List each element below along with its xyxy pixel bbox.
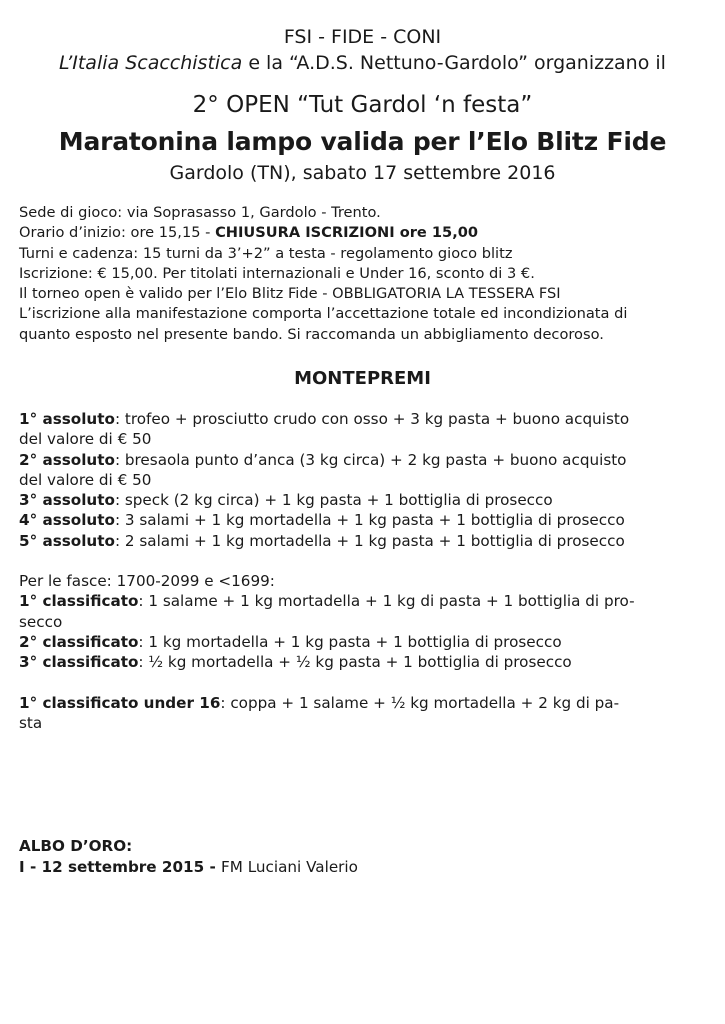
prize-line: 2° assoluto: bresaola punto d’anca (3 kg circa) + 2 kg pasta + buono acquisto	[19, 450, 627, 469]
organizers-line	[0, 52, 725, 74]
albo-entry: I - 12 settembre 2015 - FM Luciani Valerio	[19, 858, 358, 876]
prize-line: 4° assoluto: 3 salami + 1 kg mortadella + 1 kg pasta + 1 bottiglia di prosecco	[19, 511, 625, 530]
info-sede: Sede di gioco: via Soprasasso 1, Gardolo - Trento.	[19, 204, 381, 221]
albo-doro	[19, 836, 709, 878]
info-torneo: Il torneo open è valido per l’Elo Blitz Fide - OBBLIGATORIA LA TESSERA FSI	[19, 285, 561, 303]
date-place: Gardolo (TN), sabato 17 settembre 2016	[169, 162, 556, 184]
prize-line: del valore di € 50	[19, 470, 152, 489]
albo-heading: ALBO D’ORO:	[19, 837, 133, 855]
info-block	[19, 203, 709, 345]
prize-line: 1° classificato: 1 salame + 1 kg mortadella + 1 kg di pasta + 1 bottiglia di pro-	[19, 592, 635, 611]
info-accettazione-2: quanto esposto nel presente bando. Si raccomanda un abbigliamento decoroso.	[19, 325, 604, 343]
prize-list	[19, 409, 709, 733]
organizations-line: FSI - FIDE - CONI	[283, 26, 442, 48]
spacer	[19, 673, 709, 693]
fasce-intro: Per le fasce: 1700-2099 e <1699:	[19, 572, 275, 591]
prize-line: 1° classificato under 16: coppa + 1 salame + ½ kg mortadella + 2 kg di pa-	[19, 693, 620, 712]
prize-line: 3° assoluto: speck (2 kg circa) + 1 kg pasta + 1 bottiglia di prosecco	[19, 491, 553, 510]
organizer-italic: L’Italia Scacchistica	[59, 52, 243, 74]
prize-line: 1° assoluto: trofeo + prosciutto crudo con osso + 3 kg pasta + buono acquisto	[19, 410, 630, 428]
prize-line: 5° assoluto: 2 salami + 1 kg mortadella + 1 kg pasta + 1 bottiglia di prosecco	[19, 531, 625, 550]
prize-line: 2° classificato: 1 kg mortadella + 1 kg pasta + 1 bottiglia di prosecco	[19, 632, 562, 651]
info-accettazione-1: L’iscrizione alla manifestazione comporta l’accettazione totale ed incondizionata di	[19, 305, 628, 323]
orario-closing: CHIUSURA ISCRIZIONI ore 15,00	[215, 224, 479, 242]
montepremi-heading: MONTEPREMI	[294, 368, 431, 389]
orario-prefix: Orario d’inizio: ore 15,15 -	[19, 224, 216, 242]
prize-line: sta	[19, 713, 43, 732]
prize-line: secco	[19, 612, 63, 631]
page-title: Maratonina lampo valida per l’Elo Blitz Fide	[58, 127, 667, 156]
info-orario	[19, 223, 709, 243]
spacer	[19, 551, 709, 571]
prize-line: del valore di € 50	[19, 430, 152, 449]
organizer-rest: e la “A.D.S. Nettuno-Gardolo” organizzano il	[242, 52, 666, 74]
info-iscrizione: Iscrizione: € 15,00. Per titolati internazionali e Under 16, sconto di 3 €.	[19, 264, 535, 282]
prize-line: 3° classificato: ½ kg mortadella + ½ kg pasta + 1 bottiglia di prosecco	[19, 653, 572, 672]
info-turni: Turni e cadenza: 15 turni da 3’+2” a testa - regolamento gioco blitz	[19, 244, 513, 262]
event-name: 2° OPEN “Tut Gardol ‘n festa”	[192, 92, 533, 118]
